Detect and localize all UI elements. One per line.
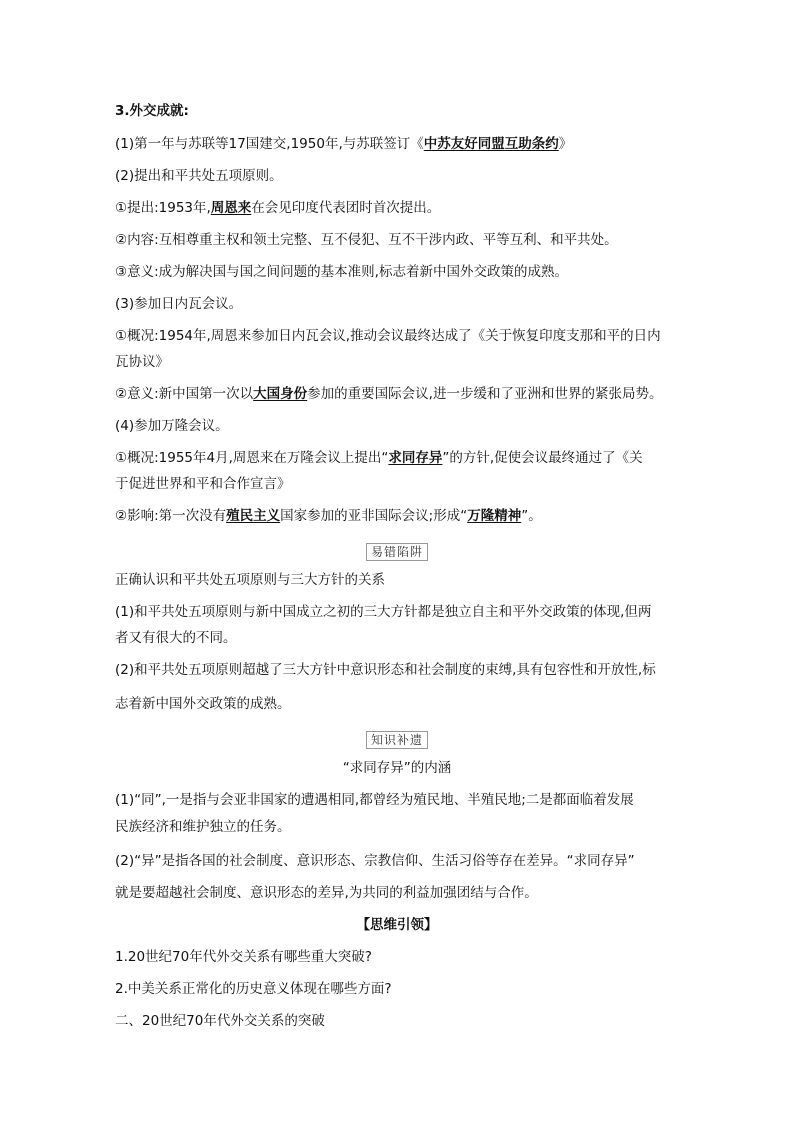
text: ②意义:新中国第一次以: [115, 386, 254, 402]
supp-s2a: (2)“异”是指各国的社会制度、意识形态、宗教信仰、生活习俗等存在差异。“求同存异”: [115, 853, 635, 869]
supp-tag-line: [0, 730, 794, 750]
text: 在会见印度代表团时首次提出。: [251, 200, 441, 216]
treaty-name: 中苏友好同盟互助条约: [423, 136, 559, 152]
s3-w2: [115, 506, 685, 526]
s3-c1: [115, 198, 685, 218]
text: ①概况:1955年4月,周恩来在万隆会议上提出“: [115, 450, 389, 466]
text: ①提出:1953年,: [115, 200, 211, 216]
text: ”。: [521, 508, 542, 524]
trap-t2b: 志着新中国外交政策的成熟。: [115, 696, 291, 712]
text: 参加的重要国际会议,进一步缓和了亚洲和世界的紧张局势。: [307, 386, 663, 402]
trap-tag: 易错陷阱: [366, 543, 428, 561]
trap-t2a: (2)和平共处五项原则超越了三大方针中意识形态和社会制度的束缚,具有包容性和开放性,标: [115, 662, 656, 678]
keyword: 求同存异: [388, 450, 443, 466]
s3-w1c: 于促进世界和平和合作宣言》: [115, 476, 291, 492]
s3-g1a: ①概况:1954年,周恩来参加日内瓦会议,推动会议最终达成了《关于恢复印度支那和平的日内: [115, 328, 661, 344]
supp-s1a: (1)“同”,一是指与会亚非国家的遭遇相同,都曾经为殖民地、半殖民地;二是都面临着发展: [115, 792, 634, 808]
text: 》: [558, 136, 573, 152]
keyword: 周恩来: [210, 200, 252, 216]
guide-q2: 2.中美关系正常化的历史意义体现在哪些方面?: [115, 981, 392, 997]
s3-point-1: [115, 134, 685, 154]
trap-t1a: (1)和平共处五项原则与新中国成立之初的三大方针都是独立自主和平外交政策的体现,但两: [115, 604, 652, 620]
s3-title: 3.外交成就:: [115, 103, 189, 119]
trap-t1b: 者又有很大的不同。: [115, 630, 237, 646]
s3-g2: [115, 384, 685, 404]
supp-heading: “求同存异”的内涵: [342, 760, 452, 776]
s3-w1: [115, 448, 685, 468]
keyword: 万隆精神: [467, 508, 522, 524]
s3-point-4: (4)参加万隆会议。: [115, 418, 229, 434]
s3-g1b: 瓦协议》: [115, 354, 169, 370]
s3-point-3: (3)参加日内瓦会议。: [115, 296, 243, 312]
trap-intro: 正确认识和平共处五项原则与三大方针的关系: [115, 572, 385, 588]
text: ”的方针,促使会议最终通过了《关: [442, 450, 643, 466]
s3-c2: ②内容:互相尊重主权和领土完整、互不侵犯、互不干涉内政、平等互利、和平共处。: [115, 232, 618, 248]
section-heading: 二、20世纪70年代外交关系的突破: [115, 1013, 325, 1029]
guide-heading: 【思维引领】: [356, 917, 438, 933]
text: ②影响:第一次没有: [115, 508, 227, 524]
trap-tag-line: [0, 542, 794, 562]
keyword: 大国身份: [253, 386, 308, 402]
keyword: 殖民主义: [226, 508, 281, 524]
supp-s2b: 就是要超越社会制度、意识形态的差异,为共同的利益加强团结与合作。: [115, 885, 538, 901]
s3-point-2: (2)提出和平共处五项原则。: [115, 168, 283, 184]
supp-tag: 知识补遗: [366, 731, 428, 749]
s3-c3: ③意义:成为解决国与国之间问题的基本准则,标志着新中国外交政策的成熟。: [115, 264, 568, 280]
supp-s1b: 民族经济和维护独立的任务。: [115, 819, 291, 835]
text: 国家参加的亚非国际会议;形成“: [280, 508, 468, 524]
guide-q1: 1.20世纪70年代外交关系有哪些重大突破?: [115, 949, 372, 965]
text: (1)第一年与苏联等17国建交,1950年,与苏联签订《: [115, 136, 424, 152]
